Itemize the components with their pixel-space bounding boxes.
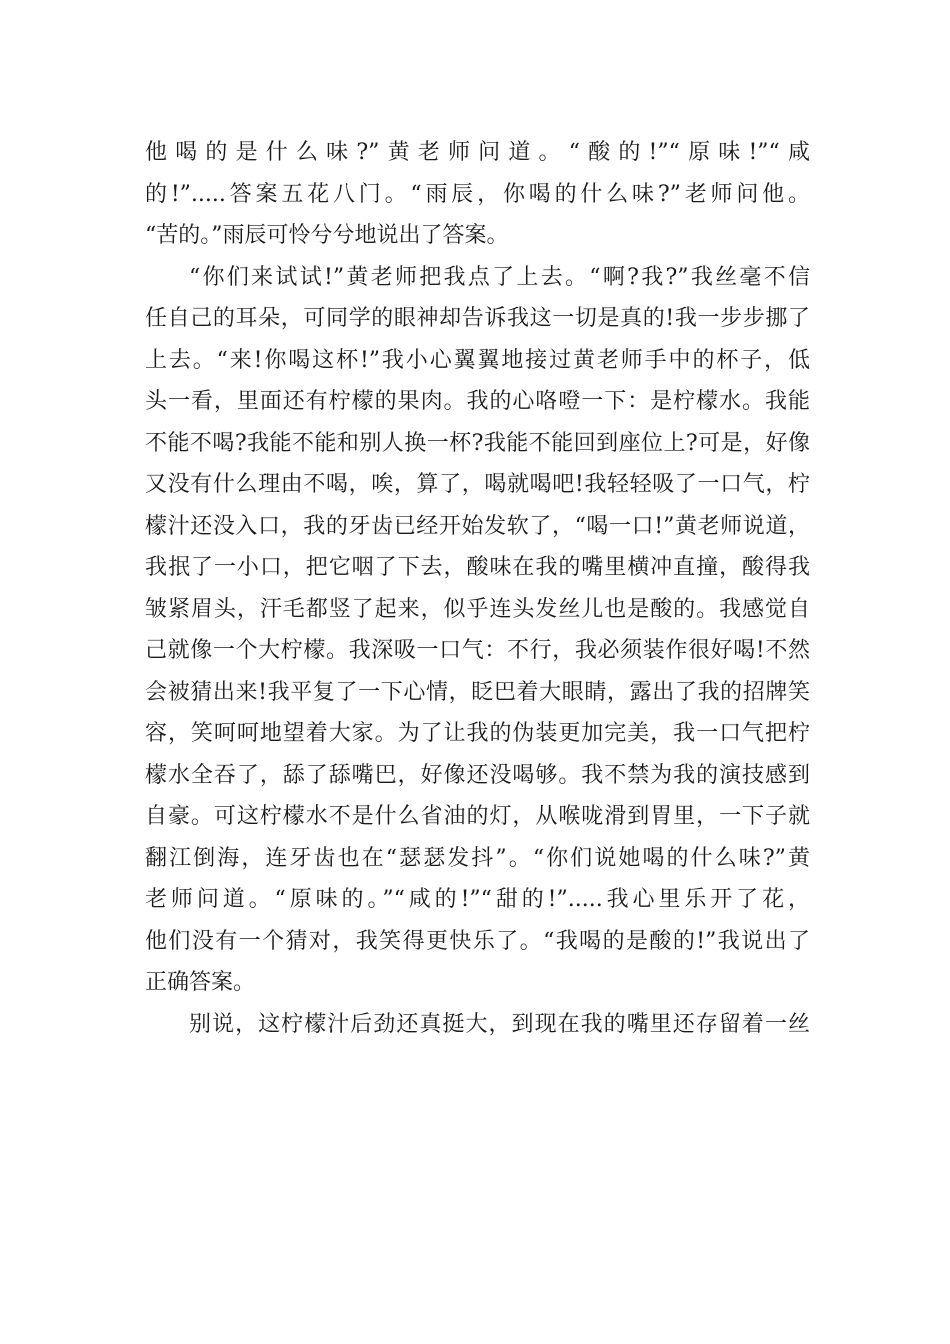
text-line: “苦的。”雨辰可怜兮兮地说出了答案。: [145, 223, 509, 248]
text-line: 头一看，里面还有柠檬的果肉。我的心咯噔一下：是柠檬水。我能: [145, 389, 810, 414]
text-line: 又没有什么理由不喝，唉，算了，喝就喝吧!我轻轻吸了一口气，柠: [145, 472, 810, 497]
text-line: 他喝的是什么味?”黄老师问道。“酸的!”“原味!”“咸: [145, 140, 810, 165]
text-line: 会被猜出来!我平复了一下心情，眨巴着大眼睛，露出了我的招牌笑: [145, 679, 810, 705]
text-line: 老师问道。“原味的。”“咸的!”“甜的!”.....我心里乐开了花，: [145, 887, 810, 912]
text-line: 上去。“来!你喝这杯!”我小心翼翼地接过黄老师手中的杯子，低: [145, 347, 810, 373]
text-line: 的!”.....答案五花八门。“雨辰，你喝的什么味?”老师问他。: [145, 181, 810, 207]
text-line: 皱紧眉头，汗毛都竖了起来，似乎连头发丝儿也是酸的。我感觉自: [145, 596, 810, 622]
text-line: 不能不喝?我能不能和别人换一杯?我能不能回到座位上?可是，好像: [145, 430, 810, 456]
text-line: “你们来试试!”黄老师把我点了上去。“啊?我?”我丝毫不信: [189, 264, 810, 290]
paragraph-3: [145, 1004, 810, 1046]
text-line: 容，笑呵呵地望着大家。为了让我的伪装更加完美，我一口气把柠: [145, 721, 810, 746]
article-body: [145, 132, 810, 1045]
text-line: 他们没有一个猜对，我笑得更快乐了。“我喝的是酸的!”我说出了: [145, 928, 810, 954]
text-line: 自豪。可这柠檬水不是什么省油的灯，从喉咙滑到胃里，一下子就: [145, 804, 810, 829]
text-line: 己就像一个大柠檬。我深吸一口气：不行，我必须装作很好喝!不然: [145, 638, 810, 663]
text-line: 檬水全吞了，舔了舔嘴巴，好像还没喝够。我不禁为我的演技感到: [145, 762, 810, 788]
text-line: 翻江倒海，连牙齿也在“瑟瑟发抖”。“你们说她喝的什么味?”黄: [145, 845, 810, 871]
paragraph-2: [145, 257, 810, 1004]
text-line: 任自己的耳朵，可同学的眼神却告诉我这一切是真的!我一步步挪了: [145, 306, 810, 331]
paragraph-1: [145, 132, 810, 257]
text-line: 檬汁还没入口，我的牙齿已经开始发软了，“喝一口!”黄老师说道，: [145, 513, 810, 539]
text-line: 正确答案。: [145, 970, 256, 995]
text-line: 我抿了一小口，把它咽了下去，酸味在我的嘴里横冲直撞，酸得我: [145, 555, 810, 580]
text-line: 别说，这柠檬汁后劲还真挺大，到现在我的嘴里还存留着一丝: [189, 1011, 810, 1037]
